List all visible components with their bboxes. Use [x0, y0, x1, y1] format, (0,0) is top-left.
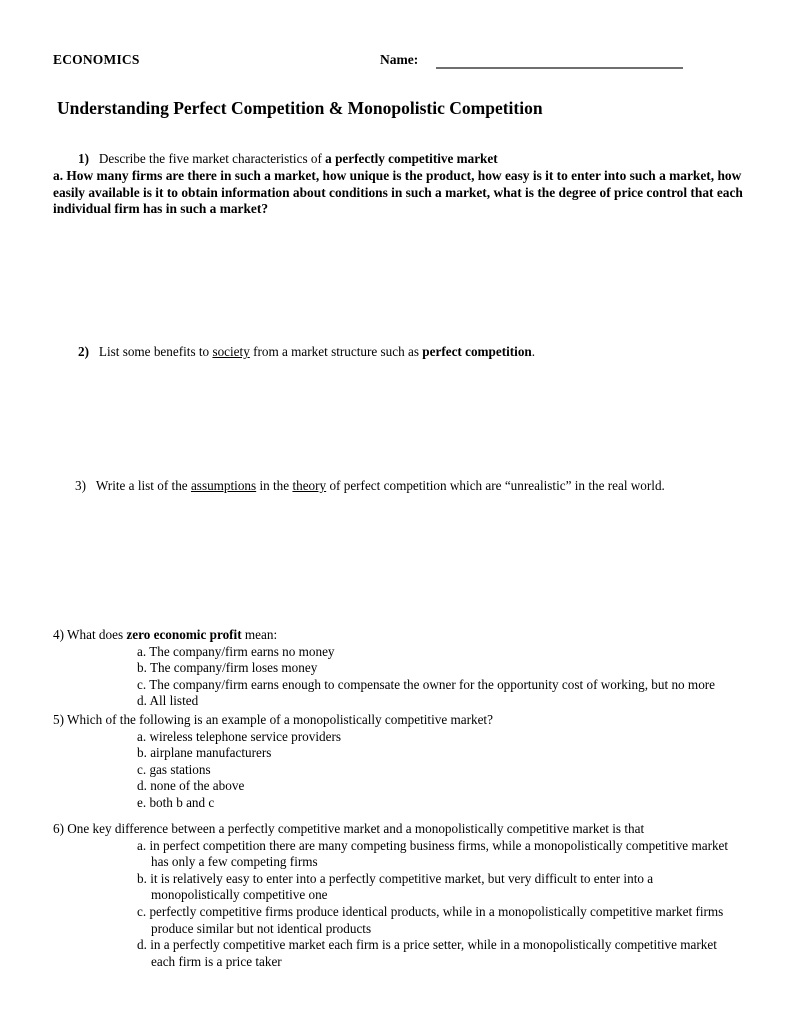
- option-d[interactable]: d. All listed: [137, 693, 199, 709]
- question-2: [53, 343, 743, 360]
- page-title: Understanding Perfect Competition & Monopolistic Competition: [57, 98, 543, 118]
- question-1-number: 1): [78, 151, 89, 166]
- question-2-text-part-3: .: [531, 344, 536, 359]
- question-2-bold-term: perfect competition: [422, 344, 532, 359]
- question-2-number: 2): [78, 344, 89, 359]
- question-4-stem: [53, 627, 743, 644]
- option-b[interactable]: b. The company/firm loses money: [137, 660, 318, 676]
- option-d[interactable]: d. in a perfectly competitive market each firm is a price setter, while in a monopolistically competitive market each firm is a price taker: [137, 937, 717, 969]
- question-3: [53, 477, 743, 494]
- question-2-stem: [53, 343, 743, 360]
- option-c[interactable]: c. The company/firm earns enough to compensate the owner for the opportunity cost of working, but no more: [137, 676, 716, 692]
- question-4-stem-post: mean:: [241, 627, 278, 642]
- name-write-in-line[interactable]: [436, 67, 683, 69]
- option-c[interactable]: c. perfectly competitive firms produce identical products, while in a monopolistically competitive market firms produce similar but not identical products: [137, 903, 724, 936]
- question-6-options: [53, 838, 743, 971]
- question-4: [53, 627, 743, 710]
- question-4-stem-pre: 4) What does: [53, 627, 127, 642]
- question-5-stem: 5) Which of the following is an example of a monopolistically competitive market?: [53, 712, 493, 727]
- course-label: ECONOMICS: [53, 52, 140, 67]
- question-1-sub-part: a. How many firms are there in such a market, how unique is the product, how easy is it to enter into such a market, how easily available is it to obtain information about conditions in such a market, what is the degree of price control that each individual firm has in such a market?: [53, 168, 743, 217]
- question-1-stem-bold: a perfectly competitive market: [325, 151, 498, 166]
- question-5: [53, 712, 743, 812]
- question-2-text-part-2: from a market structure such as: [249, 344, 423, 359]
- question-1-stem-plain: Describe the five market characteristics of: [98, 151, 326, 166]
- question-4-stem-bold: zero economic profit: [126, 627, 242, 642]
- question-1-stem: [53, 150, 743, 167]
- question-3-stem: [53, 477, 743, 494]
- question-3-text-part-3: of perfect competition which are “unrealistic” in the real world.: [326, 478, 665, 493]
- option-d[interactable]: d. none of the above: [137, 778, 245, 794]
- question-3-text-part-1: Write a list of the: [95, 478, 191, 493]
- question-6: [53, 821, 743, 970]
- document-header: [53, 52, 743, 72]
- question-2-underlined-term: society: [212, 344, 250, 359]
- question-6-stem: 6) One key difference between a perfectly competitive market and a monopolistically competitive market is that: [53, 821, 645, 836]
- question-2-text-part-1: List some benefits to: [98, 344, 213, 359]
- question-3-text-part-2: in the: [256, 478, 293, 493]
- option-a[interactable]: a. in perfect competition there are many competing business firms, while a monopolistically competitive market has only a few competing firms: [137, 837, 729, 870]
- option-c[interactable]: c. gas stations: [137, 761, 211, 777]
- option-b[interactable]: b. it is relatively easy to enter into a perfectly competitive market, but very difficult to enter into a monopolistically competitive one: [137, 870, 654, 903]
- option-e[interactable]: e. both b and c: [137, 794, 215, 810]
- question-3-underlined-term-1: assumptions: [190, 478, 257, 493]
- question-4-options: [53, 644, 743, 710]
- question-3-number: 3): [75, 478, 86, 493]
- name-field-label: Name:: [380, 52, 419, 67]
- option-a[interactable]: a. wireless telephone service providers: [137, 728, 341, 744]
- question-3-underlined-term-2: theory: [292, 478, 327, 493]
- option-a[interactable]: a. The company/firm earns no money: [137, 643, 335, 659]
- question-1: [53, 150, 743, 218]
- option-b[interactable]: b. airplane manufacturers: [137, 745, 272, 761]
- question-5-options: [53, 729, 743, 812]
